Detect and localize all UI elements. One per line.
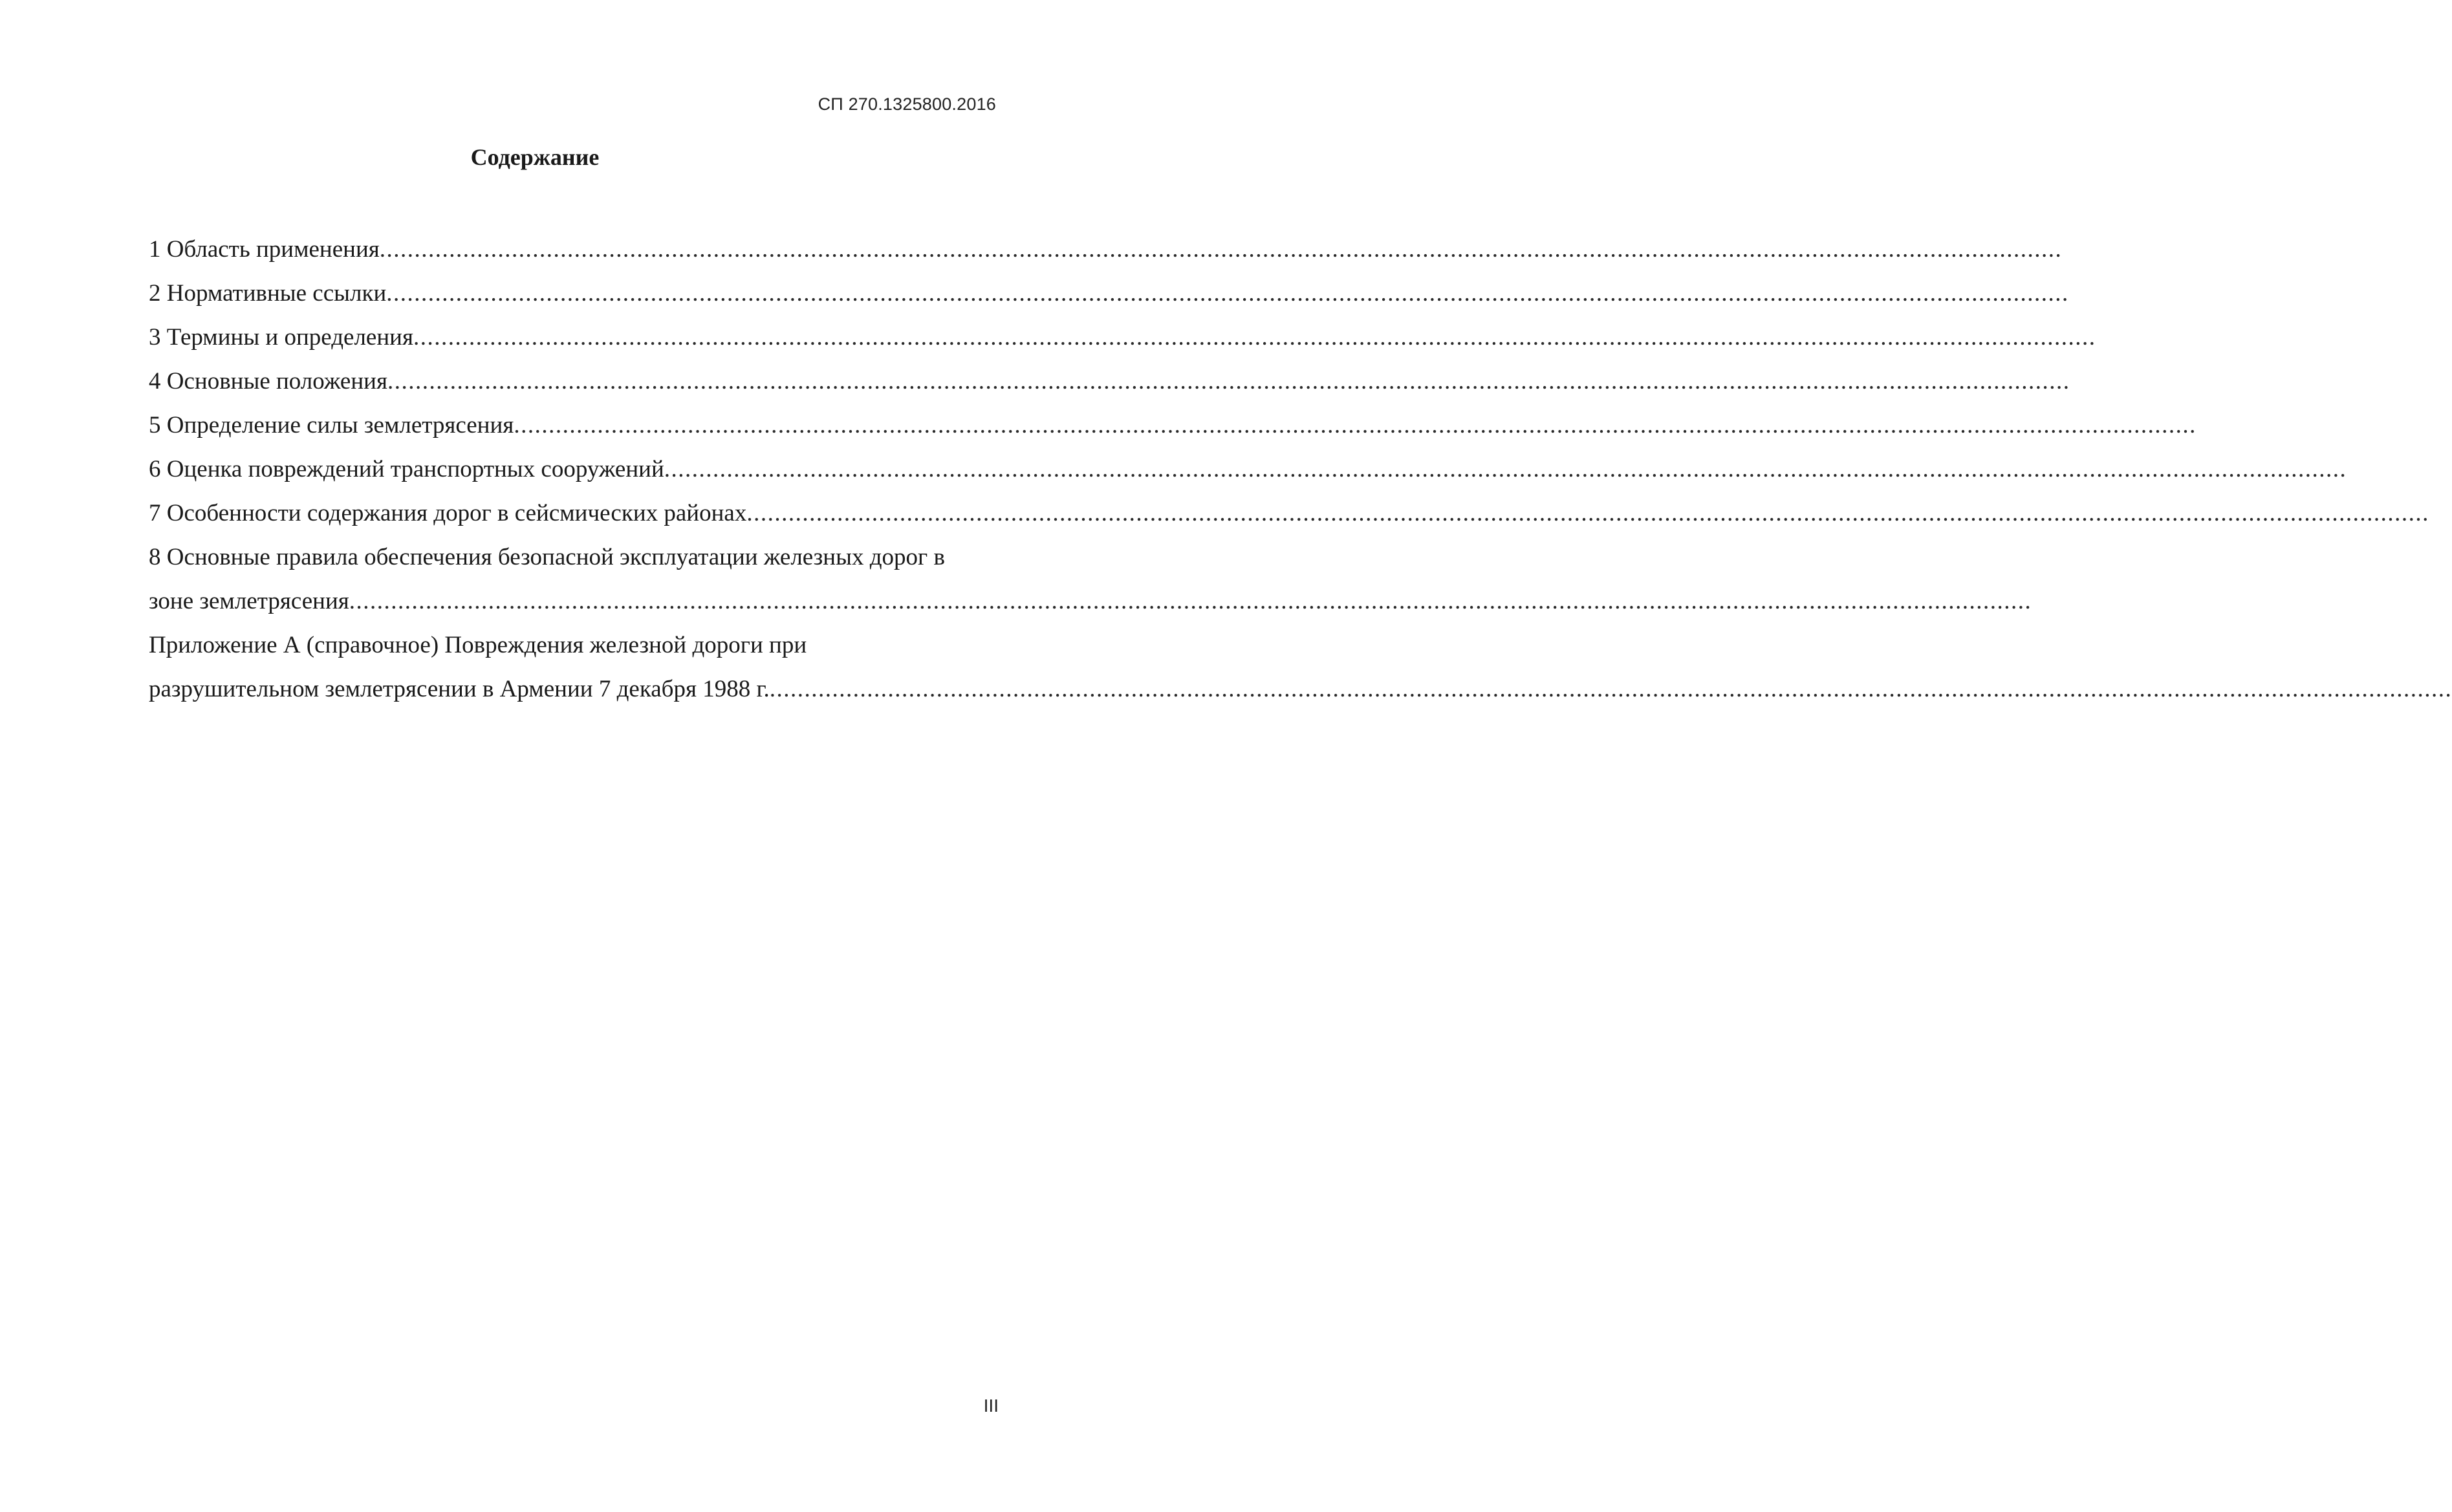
toc-entry-text: 7 Особенности содержания дорог в сейсмических районах (149, 500, 747, 526)
page-number: III (983, 1396, 999, 1416)
toc-entry-text: 3 Термины и определения (149, 324, 413, 351)
toc-entry-6[interactable] (149, 448, 2347, 491)
toc-entry-text: 5 Определение силы землетрясения (149, 412, 514, 438)
toc-entry-1[interactable] (149, 228, 2063, 272)
toc-entry-3[interactable] (149, 316, 2096, 360)
toc-entry-text: Приложение А (справочное) Повреждения железной дороги при (149, 632, 807, 658)
toc-entry-appendix-a[interactable] (149, 623, 2452, 711)
toc-entry-8[interactable] (149, 535, 2032, 623)
dot-leader: .................................................................................................................................................................................................................................................. (769, 676, 2452, 702)
toc-entry-text: 2 Нормативные ссылки (149, 280, 387, 307)
toc-entry-text: 8 Основные правила обеспечения безопасной эксплуатации железных дорог в (149, 544, 945, 570)
toc-entry-text-continued: разрушительном землетрясении в Армении 7 декабря 1988 г. (149, 676, 770, 702)
dot-leader: .................................................................................................................................................................................................................................................. (349, 588, 2032, 614)
page-title: Содержание (470, 144, 600, 170)
toc-entry-text: 1 Область применения (149, 236, 380, 263)
toc-entry-7[interactable] (149, 491, 2429, 535)
dot-leader: .................................................................................................................................................................................................................................................. (664, 456, 2347, 482)
dot-leader: .................................................................................................................................................................................................................................................. (386, 280, 2069, 307)
toc-entry-4[interactable] (149, 360, 2070, 404)
dot-leader: .................................................................................................................................................................................................................................................. (413, 324, 2096, 351)
toc-entry-5[interactable] (149, 404, 2197, 448)
toc-entry-text-continued: зоне землетрясения (149, 588, 349, 614)
dot-leader: .................................................................................................................................................................................................................................................. (746, 500, 2429, 526)
table-of-contents (149, 228, 2452, 711)
dot-leader: .................................................................................................................................................................................................................................................. (514, 412, 2197, 438)
dot-leader: .................................................................................................................................................................................................................................................. (387, 368, 2070, 394)
dot-leader: .................................................................................................................................................................................................................................................. (379, 236, 2063, 263)
toc-entry-text: 4 Основные положения (149, 368, 387, 394)
document-code: СП 270.1325800.2016 (818, 94, 996, 114)
toc-entry-2[interactable] (149, 272, 2069, 316)
toc-entry-text: 6 Оценка повреждений транспортных сооружений (149, 456, 664, 482)
